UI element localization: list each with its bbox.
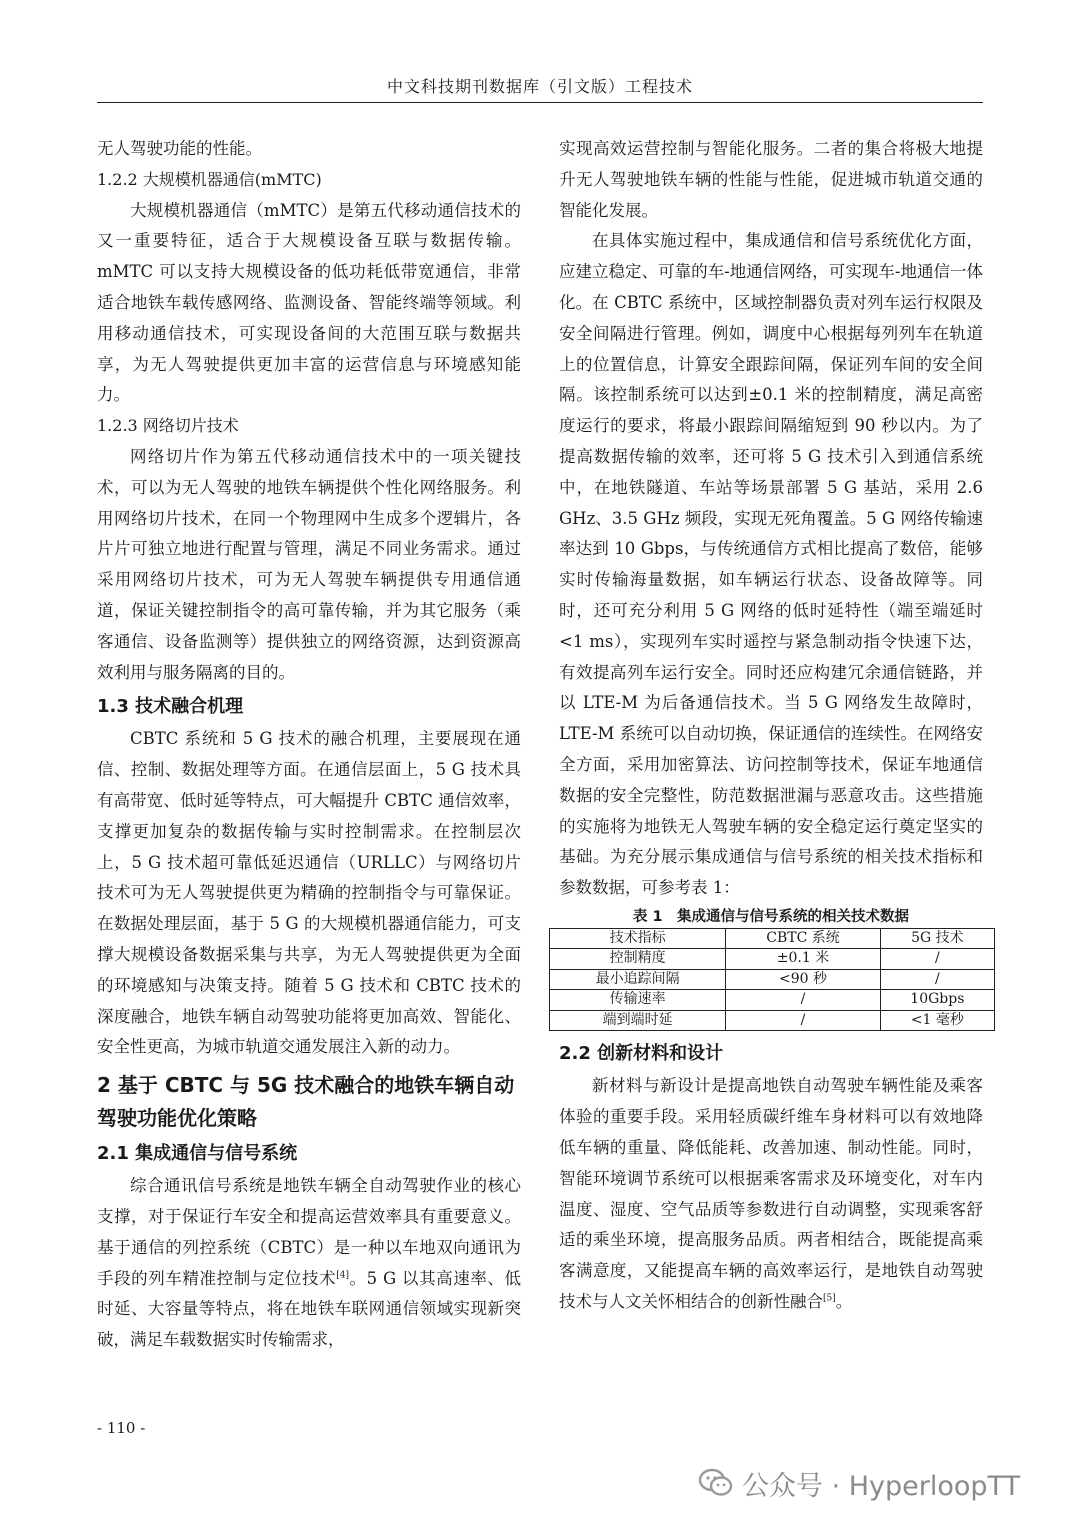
section-heading-2-1: 2.1 集成通信与信号系统 (97, 1143, 298, 1165)
subsection-heading-1-2-2: 1.2.2 大规模机器通信(mMTC) (97, 169, 322, 189)
paragraph (97, 1171, 521, 1356)
table-cell: 端到端时延 (550, 1010, 726, 1031)
paragraph-text: 。5 G 以其高速率、低时延、大容量等特点，将在地铁车联网通信领域实现新突破，满足车载数据实时传输需求， (97, 1268, 522, 1350)
paragraph: 实现高效运营控制与智能化服务。二者的集合将极大地提升无人驾驶地铁车辆的性能与性能，促进城市轨道交通的智能化发展。 (559, 139, 983, 220)
table-cell: / (726, 1010, 880, 1031)
journal-title: 中文科技期刊数据库（引文版）工程技术 (386, 77, 693, 96)
table-header-cell: 5G 技术 (880, 928, 994, 949)
watermark (698, 1463, 1020, 1503)
table-cell: 控制精度 (550, 949, 726, 970)
citation-ref[interactable]: [4] (336, 1270, 349, 1280)
table-cell: 传输速率 (550, 990, 726, 1011)
table-cell: <1 毫秒 (880, 1010, 994, 1031)
table-cell: 最小追踪间隔 (550, 969, 726, 990)
journal-header (97, 74, 983, 103)
paragraph-text: 。 (835, 1292, 853, 1311)
wechat-icon (698, 1467, 734, 1499)
paragraph: CBTC 系统和 5 G 技术的融合机理，主要展现在通信、控制、数据处理等方面。在通信层面上，5 G 技术具有高带宽、低时延等特点，可大幅提升 CBTC 通信效率，支撑更加复杂的数据传输与实时控制需求。在控制层次上，5 G 技术超可靠低延迟通信（URLLC）与网络切片技术可为无人驾驶提供更为精确的控制指令与可靠保证。在数据处理层面，基于 5 G 的大规模机器通信能力，可支撑大规模设备数据采集与共享，为无人驾驶提供更为全面的环境感知与决策支持。随着 5 G 技术和 CBTC 技术的深度融合，地铁车辆自动驾驶功能将更加高效、智能化、安全性更高，为城市轨道交通发展注入新的动力。 (97, 729, 521, 1057)
page-number: - 110 - (97, 1419, 146, 1437)
paragraph-text: 综合通讯信号系统是地铁车辆全自动驾驶作业的核心支撑，对于保证行车安全和提高运营效率具有重要意义。基于通信的列控系统（CBTC）是一种以车地双向通讯为手段的列车精准控制与定位技术 (97, 1176, 521, 1288)
watermark-text: 公众号 · HyperloopTT (742, 1470, 1021, 1502)
section-heading-2-2: 2.2 创新材料和设计 (559, 1043, 724, 1065)
left-column (97, 134, 521, 1356)
table-cell: / (726, 990, 880, 1011)
paragraph: 大规模机器通信（mMTC）是第五代移动通信技术的又一重要特征，适合于大规模设备互联与数据传输。mMTC 可以支持大规模设备的低功耗低带宽通信，非常适合地铁车载传感网络、监测设备、智能终端等领域。利用移动通信技术，可实现设备间的大范围互联与数据共享，为无人驾驶提供更加丰富的运营信息与环境感知能力。 (97, 200, 521, 405)
table-caption: 表 1 集成通信与信号系统的相关技术数据 (632, 908, 910, 925)
tech-data-table (549, 928, 995, 1032)
table-header-row (550, 928, 995, 949)
paragraph: 在具体实施过程中，集成通信和信号系统优化方面，应建立稳定、可靠的车-地通信网络，可实现车-地通信一体化。在 CBTC 系统中，区域控制器负责对列车运行权限及安全间隔进行管理。例如，调度中心根据每列列车在轨道上的位置信息，计算安全跟踪间隔，保证列车间的安全间隔。该控制系统可以达到±0.1 米的控制精度，满足高密度运行的要求，将最小跟踪间隔缩短到 90 秒以内。为了提高数据传输的效率，还可将 5 G 技术引入到通信系统中，在地铁隧道、车站等场景部署 5 G 基站，采用 2.6 GHz、3.5 GHz 频段，实现无死角覆盖。5 G 网络传输速率达到 10 Gbps，与传统通信方式相比提高了数倍，能够实时传输海量数据，如车辆运行状态、设备故障等。同时，还可充分利用 5 G 网络的低时延特性（端至端延时<1 ms），实现列车实时遥控与紧急制动指令快速下达，有效提高列车运行安全。同时还应构建冗余通信链路，并以 LTE-M 为后备通信技术。当 5 G 网络发生故障时，LTE-M 系统可以自动切换，保证通信的连续性。在网络安全方面，采用加密算法、访问控制等技术，保证车地通信数据的安全完整性，防范数据泄漏与恶意攻击。这些措施的实施将为地铁无人驾驶车辆的安全稳定运行奠定坚实的基础。为充分展示集成通信与信号系统的相关技术指标和参数数据，可参考表 1： (559, 231, 983, 898)
table-cell: / (880, 969, 994, 990)
table-row (550, 990, 995, 1011)
table-header-cell: 技术指标 (550, 928, 726, 949)
table-cell: ±0.1 米 (726, 949, 880, 970)
paragraph (559, 1071, 983, 1317)
subsection-heading-1-2-3: 1.2.3 网络切片技术 (97, 416, 239, 436)
table-cell: / (880, 949, 994, 970)
citation-ref[interactable]: [5] (823, 1293, 836, 1304)
table-row (550, 969, 995, 990)
table-row (550, 949, 995, 970)
table-row (550, 1010, 995, 1031)
paragraph: 无人驾驶功能的性能。 (97, 139, 262, 158)
table-cell: 10Gbps (880, 990, 994, 1011)
section-heading-1-3: 1.3 技术融合机理 (97, 696, 244, 718)
paragraph-text: 新材料与新设计是提高地铁自动驾驶车辆性能及乘客体验的重要手段。采用轻质碳纤维车身材料可以有效地降低车辆的重量、降低能耗、改善加速、制动性能。同时，智能环境调节系统可以根据乘客需求及环境变化，对车内温度、湿度、空气品质等参数进行自动调整，实现乘客舒适的乘坐环境，提高服务品质。两者相结合，既能提高乘客满意度，又能提高车辆的高效率运行，是地铁自动驾驶技术与人文关怀相结合的创新性融合 (559, 1076, 983, 1311)
table-header-cell: CBTC 系统 (726, 928, 880, 949)
table-cell: <90 秒 (726, 969, 880, 990)
section-heading-2: 2 基于 CBTC 与 5G 技术融合的地铁车辆自动驾驶功能优化策略 (97, 1073, 515, 1131)
paragraph: 网络切片作为第五代移动通信技术中的一项关键技术，可以为无人驾驶的地铁车辆提供个性化网络服务。利用网络切片技术，在同一个物理网中生成多个逻辑片，各片片可独立地进行配置与管理，满足不同业务需求。通过采用网络切片技术，可为无人驾驶车辆提供专用通信通道，保证关键控制指令的高可靠传输，并为其它服务（乘客通信、设备监测等）提供独立的网络资源，达到资源高效利用与服务隔离的目的。 (97, 446, 521, 682)
right-column (559, 134, 983, 1318)
